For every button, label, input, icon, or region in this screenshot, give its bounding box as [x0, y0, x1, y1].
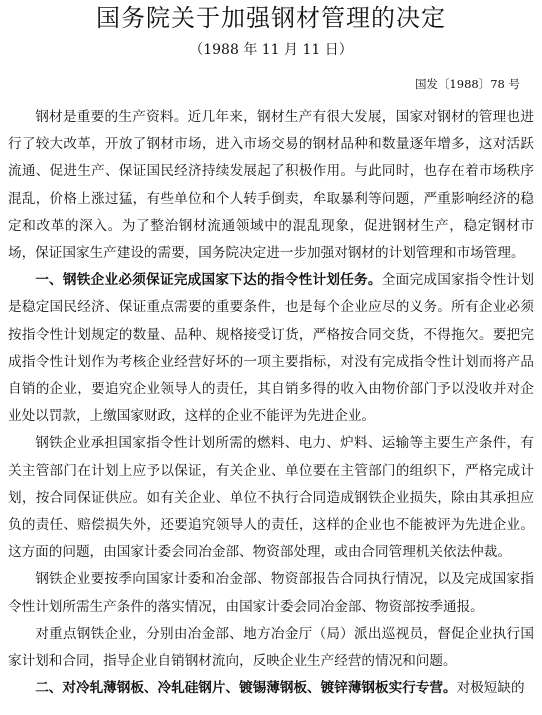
paragraph-text: 对重点钢铁企业，分别由冶金部、地方冶金厅（局）派出巡视员，督促企业执行国家计划和合同，指导企业自销钢材流向，反映企业生产经营的情况和问题。: [8, 625, 534, 670]
paragraph-text: 全面完成国家指令性计划是稳定国民经济、保证重点需要的重要条件，也是每个企业应尽的义务。所有企业必须按指令性计划规定的数量、品种、规格接受订货，严格按合同交货，不得拖欠。要把完成指令性计划作为考核企业经营好坏的一项主要指标，对没有完成指令性计划而将产品自销的企业，要追究企业领导人的责任，其自销多得的收入由物价部门予以没收并对企业处以罚款，上缴国家财政，这样的企业不能评为先进企业。: [8, 272, 535, 425]
paragraph: [8, 104, 534, 267]
document-body: [8, 104, 534, 702]
paragraph: [8, 621, 534, 675]
paragraph: [8, 267, 534, 430]
document-date: （1988 年 11 月 11 日）: [189, 42, 353, 58]
paragraph-text: 对极短缺的: [456, 680, 525, 697]
paragraph-heading: 一、钢铁企业必须保证完成国家下达的指令性计划任务。: [35, 272, 382, 289]
document-number: 国发〔1988〕78 号: [414, 77, 520, 91]
paragraph: [8, 675, 534, 702]
document-title: 国务院关于加强钢材管理的决定: [96, 4, 446, 32]
paragraph: [8, 566, 534, 620]
paragraph-text: 钢材是重要的生产资料。近几年来，钢材生产有很大发展，国家对钢材的管理也进行了较大改革，开放了钢材市场，进入市场交易的钢材品种和数量逐年增多，这对活跃流通、促进生产、保证国民经济持续发展起了积极作用。与此同时，也存在着市场秩序混乱，价格上涨过猛，有些单位和个人转手倒卖，牟取暴利等问题，严重影响经济的稳定和改革的深入。为了整治钢材流通领域中的混乱现象，促进钢材生产，稳定钢材市场，保证国家生产建设的需要，国务院决定进一步加强对钢材的计划管理和市场管理。: [8, 109, 534, 262]
paragraph: [8, 430, 534, 566]
paragraph-heading: 二、对冷轧薄钢板、冷轧硅钢片、镀锡薄钢板、镀锌薄钢板实行专营。: [35, 680, 457, 697]
paragraph-text: 钢铁企业承担国家指令性计划所需的燃料、电力、炉料、运输等主要生产条件，有关主管部门在计划上应予以保证，有关企业、单位要在主管部门的组织下，严格完成计划，按合同保证供应。如有关企业、单位不执行合同造成钢铁企业损失，除由其承担应负的责任、赔偿损失外，还要追究领导人的责任，这样的企业也不能被评为先进企业。这方面的问题，由国家计委会同冶金部、物资部处理，或由合同管理机关依法仲裁。: [8, 435, 534, 561]
paragraph-text: 钢铁企业要按季向国家计委和冶金部、物资部报告合同执行情况，以及完成国家指令性计划所需生产条件的落实情况，由国家计委会同冶金部、物资部按季通报。: [8, 571, 534, 615]
